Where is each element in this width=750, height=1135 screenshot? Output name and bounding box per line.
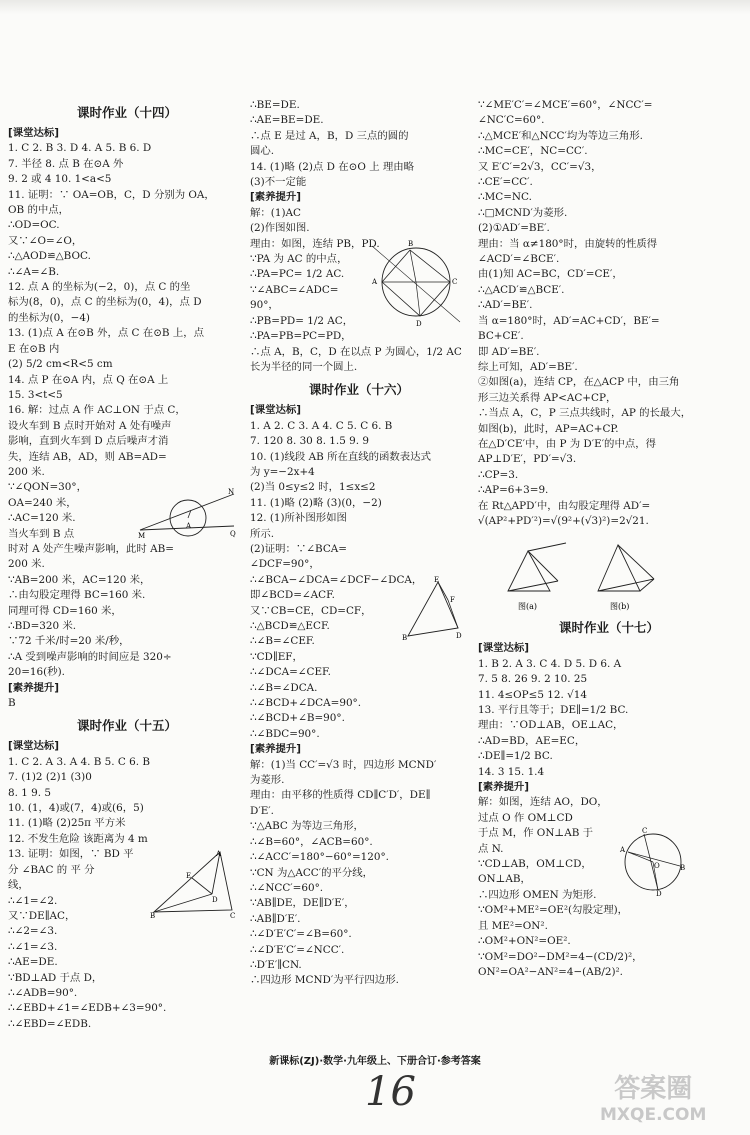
figure-label-b: 图(b) (610, 602, 630, 612)
answer-line: 7. 半径 8. 点 B 在⊙A 外 (8, 157, 124, 170)
answer-line: ∴∠EBD+∠1=∠EDB+∠3=90°. (8, 1002, 167, 1015)
answer-line: (2) 5/2 cm<R<5 cm (8, 358, 113, 371)
answer-line: 1. C 2. B 3. D 4. A 5. B 6. D (8, 142, 152, 155)
answer-line: ON²=OA²−AN²=4−(AB/2)². (478, 965, 623, 978)
svg-text:D: D (416, 320, 422, 328)
answer-line: ∴MC=NC. (478, 191, 532, 204)
answer-line: 14. 点 P 在⊙A 内，点 Q 在⊙A 上 (8, 373, 169, 386)
svg-text:B: B (680, 864, 686, 872)
answer-line: 200 米. (8, 558, 45, 571)
column-middle (250, 98, 468, 989)
answer-line: ∴∠NCC′=60°. (250, 881, 324, 894)
answer-line: ∴当点 A，C，P 三点共线时，AP 的长最大， (478, 407, 692, 420)
answer-line: (2)当 0≤y≤2 时，1≤x≤2 (250, 481, 376, 494)
answer-line: 又∵∠O=∠O， (8, 234, 83, 247)
answer-line: (2)证明：∵∠BCA= (250, 542, 347, 555)
answer-line: 8. 1 9. 5 (8, 786, 51, 799)
answer-line: ∴AP=6+3=9. (478, 484, 549, 497)
section-subheading: [素养提升] (478, 781, 530, 794)
answer-line: ∴CE′=CC′. (478, 176, 533, 189)
answer-line: ∴CP=3. (478, 468, 519, 481)
answer-line: ∴∠B=∠DCA. (250, 681, 318, 694)
answer-line: ∴AC=120 米. (8, 512, 76, 525)
answer-line: ∴点 E 是过 A，B，D 三点的圆的 (250, 129, 409, 142)
answer-line: 16. 解：过点 A 作 AC⊥ON 于点 C， (8, 404, 186, 417)
answer-line: ∴∠1=∠3. (8, 940, 58, 953)
answer-line: 形三边关系得 AP<AC+CP， (478, 391, 617, 404)
answer-line: OB 的中点， (8, 204, 70, 217)
answer-line: ∴MC=CE′，NC=CC′. (478, 145, 588, 158)
answer-line: 所示. (250, 527, 275, 540)
answer-line: OA=240 米， (8, 496, 77, 509)
answer-line: 解：(1)AC (250, 206, 301, 219)
answer-line: ∠DCF=90°， (250, 558, 320, 571)
section-subheading: [素养提升] (250, 743, 302, 756)
answer-line: BC+CE′. (478, 330, 524, 343)
answer-line: ∴AE=BE=DE. (250, 114, 324, 127)
svg-text:C: C (452, 278, 458, 286)
answer-line: ∵∠ABC=∠ADC= (250, 283, 339, 296)
answer-line: 7. 5 8. 26 9. 2 10. 25 (478, 673, 588, 686)
svg-text:A: A (216, 850, 222, 858)
svg-text:C: C (230, 912, 236, 918)
answer-line: ∵72 千米/时=20 米/秒， (8, 635, 130, 648)
watermark-line2: MXQE.COM (600, 1105, 707, 1125)
answer-line: 1. C 2. A 3. A 4. B 5. C 6. B (8, 755, 150, 768)
answer-line: 设火车到 B 点时开始对 A 处有噪声 (8, 419, 172, 432)
answer-line: 且 ME²=ON². (478, 919, 548, 932)
answer-line: ∵OM²=DO²−DM²=4−(CD/2)²， (478, 950, 643, 963)
circle-pabcd-figure (366, 236, 466, 333)
answer-line: 圆心. (250, 145, 275, 158)
answer-line: ∵CN 为△ACC′的平分线， (250, 866, 374, 879)
answer-line: ∴△BCD≌△ECF. (250, 620, 330, 632)
section-title: 课时作业（十七） (558, 620, 659, 636)
section-subheading: [课堂达标] (8, 740, 60, 753)
answer-line: ∴∠A=∠B. (8, 265, 60, 278)
answer-line: ∴□MCND′为菱形. (478, 206, 568, 219)
answer-line: ∴∠BCA−∠DCA=∠DCF−∠DCA， (250, 573, 423, 586)
section-subheading: [素养提升] (250, 191, 302, 204)
svg-text:D: D (456, 632, 462, 640)
answer-line: ∵BD⊥AD 于点 D， (8, 971, 103, 984)
svg-text:B: B (402, 634, 408, 640)
answer-line: 理由：∵OD⊥AB，OE⊥AC， (478, 719, 624, 732)
answer-line: 20=16(秒). (8, 666, 65, 679)
section-subheading: [课堂达标] (8, 127, 60, 139)
answer-line: 7. (1)2 (2)1 (3)0 (8, 771, 92, 784)
answer-line: ∴△AOD≌△BOC. (8, 250, 91, 263)
answer-line: ∴∠BCD+∠DCA=90°. (250, 697, 362, 710)
answer-line: ②如图(a)，连结 CP，在△ACP 中，由三角 (478, 376, 680, 389)
column-right (478, 98, 740, 980)
answer-line: 14. 3 15. 1.4 (478, 765, 545, 778)
answer-line: ∴AD=BD，AE=EC， (478, 734, 586, 747)
answer-line: AP⊥D′E′，PD′=√3. (478, 453, 577, 466)
train-noise-figure (138, 488, 238, 545)
svg-text:A: A (620, 846, 626, 854)
svg-text:E: E (434, 576, 440, 584)
answer-line: ∴点 A，B，C，D 在以点 P 为圆心，1/2 AC (250, 345, 462, 358)
answer-line: 在△D′CE′中，由 P 为 D′E′的中点，得 (478, 437, 657, 450)
answer-line: (3)不一定能 (250, 176, 307, 189)
answer-line: 标为(8，0)，点 C 的坐标为(0，4)，点 D (8, 296, 202, 309)
svg-text:D: D (212, 896, 218, 904)
answer-line: 如图(b)，此时，AP=AC+CP. (478, 422, 619, 435)
answer-line: 长为半径的同一个圆上. (250, 360, 358, 373)
svg-text:B: B (150, 912, 156, 918)
answer-line: ∴D′E′∥CN. (250, 958, 302, 971)
answer-line: ∴∠D′E′C′=∠B=60°. (250, 928, 352, 941)
answer-line: ∴∠DCA=∠CEF. (250, 666, 331, 679)
answer-line: 7. 120 8. 30 8. 1.5 9. 9 (250, 435, 369, 448)
answer-line: 同理可得 CD=160 米， (8, 604, 122, 617)
answer-line: 200 米. (8, 465, 45, 478)
answer-line: 11. 证明：∵ OA=OB，C，D 分别为 OA， (8, 188, 215, 201)
answer-line: (2)①AD′=BE′. (478, 222, 550, 235)
svg-text:E: E (186, 872, 192, 880)
answer-line: E 在⊙B 内 (8, 342, 60, 355)
figure-label-a: 图(a) (518, 602, 538, 612)
watermark-line1: 答案圈 (614, 1074, 693, 1104)
answer-line: ∵AB=200 米，AC=120 米， (8, 573, 151, 586)
answer-line: 11. (1)略 (2)略 (3)(0，−2) (250, 496, 382, 509)
answer-line: (2)作图如图. (250, 222, 310, 235)
answer-line: ∴四边形 MCND′为平行四边形. (250, 974, 399, 987)
svg-text:B: B (408, 240, 414, 248)
answer-line: B (8, 697, 16, 710)
answer-line: 解：如图，连结 AO，DO， (478, 796, 608, 809)
answer-line: 又∵DE∥AC， (8, 909, 76, 922)
answer-line: ∴∠BDC=90°. (250, 727, 320, 740)
answer-line: ∴∠ACC′=180°−60°=120°. (250, 851, 389, 864)
answer-line: ∵OM²+ME²=OE²(勾股定理)， (478, 904, 629, 917)
answer-line: 1. B 2. A 3. C 4. D 5. D 6. A (478, 657, 622, 670)
answer-line: 的坐标为(0，−4) (8, 311, 90, 324)
answer-line: ∴△MCE′和△NCC′均为等边三角形. (478, 129, 643, 142)
answer-line: 综上可知，AD′=BE′. (478, 360, 578, 373)
answer-line: ∴AE=DE. (8, 956, 58, 969)
answer-line: 即∠BCD=∠ACF. (250, 589, 335, 602)
answer-line: 10. (1)线段 AB 所在直线的函数表达式 (250, 450, 431, 463)
answer-line: ∴∠ADB=90°. (8, 986, 78, 999)
angle-bisector-figure (150, 848, 236, 923)
answer-line: 又∵CB=CE，CD=CF， (250, 604, 372, 617)
answer-line: ∵PA 为 AC 的中点， (250, 253, 348, 266)
answer-line: 13. 平行且等于；DE∥=1/2 BC. (478, 704, 629, 716)
answer-line: 11. 4≤OP≤5 12. √14 (478, 688, 587, 701)
section-subheading: [课堂达标] (250, 404, 302, 417)
answer-line: 1. A 2. C 3. A 4. C 5. C 6. B (250, 419, 393, 432)
answer-line: ∴BD=320 米. (8, 620, 77, 632)
circle-chords-figure (618, 826, 688, 901)
answer-line: 分 ∠BAC 的 平 分 (8, 863, 95, 876)
answer-line: 过点 O 作 OM⊥CD (478, 811, 573, 824)
answer-line: D′E′. (250, 804, 274, 817)
answer-line: ∴BE=DE. (250, 99, 300, 111)
answer-line: 90°， (250, 299, 279, 312)
answer-line: 12. (1)所补图形如图 (250, 512, 347, 525)
answer-line: ∵AB∥DE，DE∥D′E′， (250, 897, 355, 910)
section-subheading: [素养提升] (8, 681, 60, 694)
answer-line: ∴AB∥D′E′. (250, 912, 301, 925)
answer-line: ∴PA=PC= 1/2 AC. (250, 268, 345, 281)
answer-line: 13. 证明：如图，∵ BD 平 (8, 848, 134, 861)
answer-line: ∴∠2=∠3. (8, 925, 58, 938)
answer-line: 理由：由平移的性质得 CD∥C′D′，DE∥ (250, 789, 431, 802)
answer-line: 9. 2 或 4 10. 1<a<5 (8, 173, 112, 186)
watermark-logo (600, 1074, 706, 1126)
answer-line: ∵CD∥EF， (250, 650, 303, 663)
answer-line: ∴∠EBD=∠EDB. (8, 1017, 92, 1030)
answer-line: 12. 不发生危险 该距离为 4 m (8, 832, 148, 845)
answer-line: √(AP²+PD′²)=√(9²+(√3)²)=2√21. (478, 514, 649, 527)
answer-line: ∴A 受到噪声影响的时间应是 320÷ (8, 650, 172, 663)
section-title: 课时作业（十四） (76, 105, 177, 120)
answer-line: 于点 M，作 ON⊥AB 于 (478, 827, 594, 840)
answer-line: ∴∠1=∠2. (8, 894, 58, 907)
answer-line: 12. 点 A 的坐标为(−2，0)，点 C 的坐 (8, 281, 191, 294)
answer-line: ∵△ABC 为等边三角形， (250, 820, 364, 833)
answer-line: 在 Rt△APD′中，由勾股定理得 AD′= (478, 499, 651, 512)
answer-line: 14. (1)略 (2)点 D 在⊙O 上 理由略 (250, 160, 415, 173)
section-title: 课时作业（十六） (308, 382, 409, 398)
svg-text:N: N (228, 488, 235, 496)
answer-line: 时对 A 处产生噪声影响，此时 AB= (8, 542, 174, 555)
answer-line: 15. 3<t<5 (8, 388, 63, 401)
answer-line: 即 AD′=BE′. (478, 345, 540, 358)
svg-text:F: F (450, 596, 455, 604)
answer-line: 13. (1)点 A 在⊙B 外，点 C 在⊙B 上，点 (8, 327, 205, 340)
answer-line: 又 E′C′=2√3，CC′=√3， (478, 160, 602, 173)
answer-line: ∴∠B=60°，∠ACB=60°. (250, 835, 373, 848)
answer-line: 理由：如图，连结 PB，PD. (250, 237, 380, 250)
answer-line: ∴∠B=∠CEF. (250, 635, 315, 648)
answer-line: 影响，直到火车到 D 点后噪声才消 (8, 435, 169, 448)
answer-line: 失，连结 AB，AD，则 AB=AD= (8, 450, 167, 463)
answer-line: ∵∠ME′C′=∠MCE′=60°，∠NCC′= (478, 99, 653, 111)
svg-text:D: D (656, 890, 662, 896)
answer-line: ∴DE∥=1/2 BC. (478, 750, 553, 763)
answer-line: ∴OD=OC. (8, 219, 60, 232)
answer-line: ∴由勾股定理得 BC=160 米. (8, 589, 146, 602)
svg-text:A: A (186, 522, 192, 530)
rotation-square-figure (402, 576, 464, 645)
answer-line: 当火车到 B 点 (8, 527, 75, 540)
rotation-figures-ab (478, 531, 740, 613)
top-edge (0, 0, 750, 14)
answer-line: 11. (1)略 (2)25π 平方米 (8, 817, 126, 830)
svg-text:M: M (138, 532, 146, 540)
answer-line: ∠NC′C=60°. (478, 114, 545, 127)
page-footer: 新课标(ZJ)·数学·九年级上、下册合订·参考答案 (269, 1056, 481, 1067)
section-subheading: [课堂达标] (478, 642, 530, 655)
answer-line: ON⊥AB， (478, 873, 531, 886)
answer-line: ∴OM²+ON²=OE². (478, 935, 571, 948)
answer-line: ∴PB=PD= 1/2 AC， (250, 314, 354, 327)
answer-line: ∠ACD′=∠BCE′. (478, 253, 560, 266)
answer-line: 线， (8, 879, 29, 892)
answer-line: 解：(1)当 CC′=√3 时，四边形 MCND′ (250, 758, 437, 771)
page-number: 16 (365, 1069, 416, 1115)
svg-text:C: C (642, 827, 648, 835)
answer-line: 由(1)知 AC=BC，CD′=CE′， (478, 268, 623, 281)
answer-line: ∴∠BCD+∠B=90°. (250, 712, 345, 725)
answer-line: ∴∠D′E′C′=∠NCC′. (250, 943, 345, 956)
answer-line: 点 N. (478, 842, 504, 855)
answer-line: 为菱形. (250, 774, 285, 787)
section-title: 课时作业（十五） (76, 718, 177, 734)
answer-line: 理由：当 α≠180°时，由旋转的性质得 (478, 237, 658, 250)
answer-line: 为 y=−2x+4 (250, 465, 315, 478)
answer-line: ∵∠QON=30°， (8, 481, 87, 494)
answer-line: ∵CD⊥AB，OM⊥CD， (478, 858, 592, 871)
answer-line: ∴AD′=BE′. (478, 299, 533, 312)
svg-text:A: A (372, 278, 378, 286)
svg-text:O: O (654, 862, 660, 870)
svg-text:Q: Q (230, 530, 236, 538)
answer-line: 10. (1，4)或(7，4)或(6，5) (8, 802, 144, 815)
answer-line: ∴四边形 OMEN 为矩形. (478, 888, 597, 901)
answer-line: ∴△ACD′≌△BCE′. (478, 283, 565, 296)
answer-line: ∴PA=PB=PC=PD， (250, 330, 352, 343)
answer-line: 当 α=180°时，AD′=AC+CD′，BE′= (478, 314, 660, 327)
